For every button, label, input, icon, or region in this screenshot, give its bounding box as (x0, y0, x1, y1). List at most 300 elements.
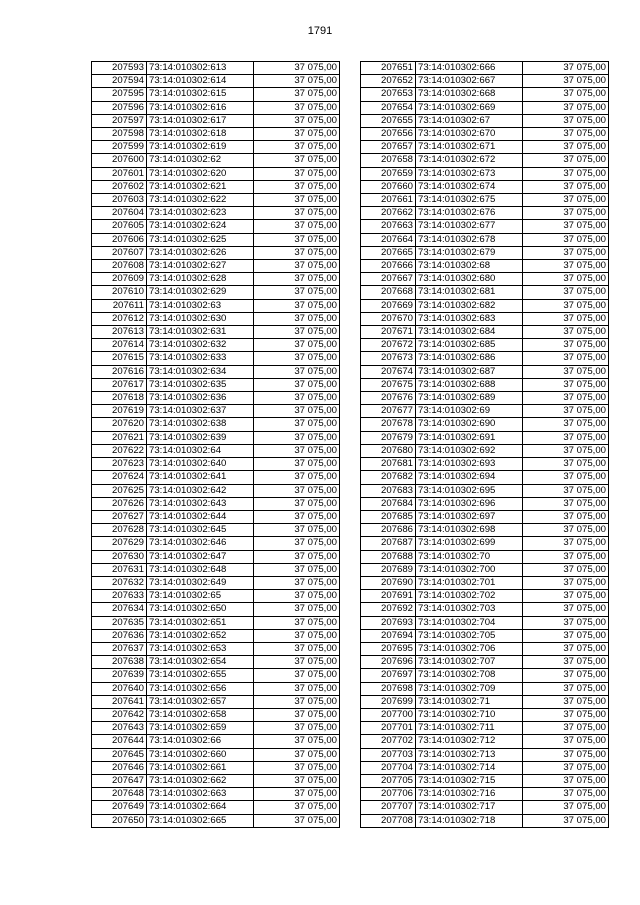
table-row (92, 365, 340, 378)
table-row (361, 260, 609, 273)
cadastral-number-cell: 73:14:010302:715 (416, 774, 523, 787)
table-row (92, 576, 340, 589)
amount-cell: 37 075,00 (254, 682, 340, 695)
amount-cell: 37 075,00 (254, 484, 340, 497)
row-number-cell: 207634 (92, 603, 147, 616)
cadastral-number-cell: 73:14:010302:667 (416, 75, 523, 88)
amount-cell: 37 075,00 (523, 154, 609, 167)
amount-cell: 37 075,00 (254, 774, 340, 787)
table-row (361, 220, 609, 233)
amount-cell: 37 075,00 (254, 273, 340, 286)
row-number-cell: 207676 (361, 392, 416, 405)
amount-cell: 37 075,00 (523, 365, 609, 378)
row-number-cell: 207596 (92, 101, 147, 114)
cadastral-number-cell: 73:14:010302:691 (416, 431, 523, 444)
row-number-cell: 207655 (361, 114, 416, 127)
cadastral-number-cell: 73:14:010302:646 (147, 537, 254, 550)
row-number-cell: 207621 (92, 431, 147, 444)
row-number-cell: 207622 (92, 444, 147, 457)
row-number-cell: 207668 (361, 286, 416, 299)
row-number-cell: 207635 (92, 616, 147, 629)
amount-cell: 37 075,00 (254, 444, 340, 457)
amount-cell: 37 075,00 (254, 62, 340, 75)
row-number-cell: 207701 (361, 722, 416, 735)
table-row (361, 735, 609, 748)
cadastral-number-cell: 73:14:010302:712 (416, 735, 523, 748)
table-row (361, 339, 609, 352)
row-number-cell: 207650 (92, 814, 147, 827)
amount-cell: 37 075,00 (523, 537, 609, 550)
table-row (361, 510, 609, 523)
amount-cell: 37 075,00 (523, 299, 609, 312)
amount-cell: 37 075,00 (254, 603, 340, 616)
amount-cell: 37 075,00 (254, 761, 340, 774)
cadastral-number-cell: 73:14:010302:672 (416, 154, 523, 167)
table-row (361, 180, 609, 193)
cadastral-number-cell: 73:14:010302:618 (147, 128, 254, 141)
cadastral-number-cell: 73:14:010302:675 (416, 194, 523, 207)
amount-cell: 37 075,00 (523, 484, 609, 497)
cadastral-number-cell: 73:14:010302:625 (147, 233, 254, 246)
table-row (92, 629, 340, 642)
row-number-cell: 207627 (92, 510, 147, 523)
row-number-cell: 207646 (92, 761, 147, 774)
amount-cell: 37 075,00 (254, 642, 340, 655)
row-number-cell: 207623 (92, 458, 147, 471)
row-number-cell: 207603 (92, 194, 147, 207)
amount-cell: 37 075,00 (254, 563, 340, 576)
row-number-cell: 207665 (361, 246, 416, 259)
row-number-cell: 207700 (361, 708, 416, 721)
amount-cell: 37 075,00 (523, 722, 609, 735)
cadastral-number-cell: 73:14:010302:634 (147, 365, 254, 378)
amount-cell: 37 075,00 (254, 458, 340, 471)
cadastral-number-cell: 73:14:010302:678 (416, 233, 523, 246)
cadastral-number-cell: 73:14:010302:704 (416, 616, 523, 629)
row-number-cell: 207648 (92, 788, 147, 801)
cadastral-number-cell: 73:14:010302:698 (416, 524, 523, 537)
row-number-cell: 207593 (92, 62, 147, 75)
row-number-cell: 207637 (92, 642, 147, 655)
cadastral-number-cell: 73:14:010302:637 (147, 405, 254, 418)
amount-cell: 37 075,00 (523, 141, 609, 154)
table-row (92, 101, 340, 114)
amount-cell: 37 075,00 (523, 207, 609, 220)
amount-cell: 37 075,00 (523, 167, 609, 180)
cadastral-number-cell: 73:14:010302:668 (416, 88, 523, 101)
row-number-cell: 207667 (361, 273, 416, 286)
row-number-cell: 207628 (92, 524, 147, 537)
row-number-cell: 207666 (361, 260, 416, 273)
row-number-cell: 207685 (361, 510, 416, 523)
amount-cell: 37 075,00 (523, 669, 609, 682)
cadastral-number-cell: 73:14:010302:669 (416, 101, 523, 114)
amount-cell: 37 075,00 (523, 88, 609, 101)
cadastral-number-cell: 73:14:010302:671 (416, 141, 523, 154)
table-row (92, 62, 340, 75)
row-number-cell: 207677 (361, 405, 416, 418)
row-number-cell: 207607 (92, 246, 147, 259)
cadastral-number-cell: 73:14:010302:686 (416, 352, 523, 365)
cadastral-number-cell: 73:14:010302:648 (147, 563, 254, 576)
amount-cell: 37 075,00 (254, 128, 340, 141)
table-row (92, 682, 340, 695)
table-row (361, 774, 609, 787)
row-number-cell: 207610 (92, 286, 147, 299)
amount-cell: 37 075,00 (523, 246, 609, 259)
row-number-cell: 207672 (361, 339, 416, 352)
amount-cell: 37 075,00 (523, 339, 609, 352)
cadastral-number-cell: 73:14:010302:699 (416, 537, 523, 550)
row-number-cell: 207595 (92, 88, 147, 101)
table-row (361, 418, 609, 431)
amount-cell: 37 075,00 (523, 563, 609, 576)
cadastral-number-cell: 73:14:010302:651 (147, 616, 254, 629)
table-row (92, 233, 340, 246)
amount-cell: 37 075,00 (523, 220, 609, 233)
cadastral-number-cell: 73:14:010302:645 (147, 524, 254, 537)
amount-cell: 37 075,00 (254, 286, 340, 299)
table-row (92, 510, 340, 523)
row-number-cell: 207688 (361, 550, 416, 563)
amount-cell: 37 075,00 (523, 708, 609, 721)
table-row (361, 814, 609, 827)
cadastral-number-cell: 73:14:010302:644 (147, 510, 254, 523)
cadastral-number-cell: 73:14:010302:656 (147, 682, 254, 695)
cadastral-number-cell: 73:14:010302:626 (147, 246, 254, 259)
table-row (92, 154, 340, 167)
cadastral-number-cell: 73:14:010302:623 (147, 207, 254, 220)
row-number-cell: 207618 (92, 392, 147, 405)
row-number-cell: 207680 (361, 444, 416, 457)
cadastral-number-cell: 73:14:010302:703 (416, 603, 523, 616)
table-row (361, 629, 609, 642)
amount-cell: 37 075,00 (254, 378, 340, 391)
cadastral-number-cell: 73:14:010302:673 (416, 167, 523, 180)
table-row (92, 128, 340, 141)
table-row (361, 642, 609, 655)
amount-cell: 37 075,00 (254, 312, 340, 325)
row-number-cell: 207661 (361, 194, 416, 207)
table-row (361, 748, 609, 761)
table-row (361, 352, 609, 365)
cadastral-number-cell: 73:14:010302:711 (416, 722, 523, 735)
table-row (92, 444, 340, 457)
amount-cell: 37 075,00 (523, 233, 609, 246)
amount-cell: 37 075,00 (523, 761, 609, 774)
cadastral-number-cell: 73:14:010302:701 (416, 576, 523, 589)
cadastral-number-cell: 73:14:010302:647 (147, 550, 254, 563)
table-row (361, 484, 609, 497)
row-number-cell: 207698 (361, 682, 416, 695)
table-row (361, 471, 609, 484)
row-number-cell: 207699 (361, 695, 416, 708)
cadastral-number-cell: 73:14:010302:684 (416, 326, 523, 339)
table-row (361, 695, 609, 708)
row-number-cell: 207636 (92, 629, 147, 642)
row-number-cell: 207679 (361, 431, 416, 444)
row-number-cell: 207602 (92, 180, 147, 193)
table-row (92, 431, 340, 444)
cadastral-number-cell: 73:14:010302:689 (416, 392, 523, 405)
cadastral-number-cell: 73:14:010302:710 (416, 708, 523, 721)
cadastral-number-cell: 73:14:010302:650 (147, 603, 254, 616)
row-number-cell: 207696 (361, 656, 416, 669)
amount-cell: 37 075,00 (523, 378, 609, 391)
cadastral-number-cell: 73:14:010302:716 (416, 788, 523, 801)
amount-cell: 37 075,00 (523, 114, 609, 127)
cadastral-number-cell: 73:14:010302:662 (147, 774, 254, 787)
amount-cell: 37 075,00 (523, 735, 609, 748)
table-row (361, 62, 609, 75)
cadastral-number-cell: 73:14:010302:709 (416, 682, 523, 695)
row-number-cell: 207657 (361, 141, 416, 154)
amount-cell: 37 075,00 (523, 814, 609, 827)
table-row (92, 497, 340, 510)
table-row (361, 88, 609, 101)
table-row (361, 537, 609, 550)
amount-cell: 37 075,00 (254, 299, 340, 312)
amount-cell: 37 075,00 (523, 75, 609, 88)
cadastral-number-cell: 73:14:010302:631 (147, 326, 254, 339)
cadastral-number-cell: 73:14:010302:683 (416, 312, 523, 325)
amount-cell: 37 075,00 (254, 656, 340, 669)
row-number-cell: 207600 (92, 154, 147, 167)
cadastral-number-cell: 73:14:010302:70 (416, 550, 523, 563)
cadastral-number-cell: 73:14:010302:657 (147, 695, 254, 708)
register-table-left (91, 61, 340, 828)
row-number-cell: 207611 (92, 299, 147, 312)
table-row (92, 524, 340, 537)
cadastral-number-cell: 73:14:010302:705 (416, 629, 523, 642)
amount-cell: 37 075,00 (254, 801, 340, 814)
amount-cell: 37 075,00 (523, 62, 609, 75)
amount-cell: 37 075,00 (254, 392, 340, 405)
row-number-cell: 207640 (92, 682, 147, 695)
row-number-cell: 207664 (361, 233, 416, 246)
table-row (361, 576, 609, 589)
row-number-cell: 207599 (92, 141, 147, 154)
table-row (92, 814, 340, 827)
table-row (361, 458, 609, 471)
table-row (92, 339, 340, 352)
amount-cell: 37 075,00 (254, 180, 340, 193)
row-number-cell: 207704 (361, 761, 416, 774)
row-number-cell: 207654 (361, 101, 416, 114)
table-row (92, 695, 340, 708)
cadastral-number-cell: 73:14:010302:666 (416, 62, 523, 75)
table-row (92, 458, 340, 471)
cadastral-number-cell: 73:14:010302:677 (416, 220, 523, 233)
row-number-cell: 207619 (92, 405, 147, 418)
row-number-cell: 207647 (92, 774, 147, 787)
row-number-cell: 207651 (361, 62, 416, 75)
row-number-cell: 207615 (92, 352, 147, 365)
row-number-cell: 207605 (92, 220, 147, 233)
cadastral-number-cell: 73:14:010302:681 (416, 286, 523, 299)
table-row (361, 656, 609, 669)
table-row (92, 616, 340, 629)
row-number-cell: 207662 (361, 207, 416, 220)
table-row (361, 194, 609, 207)
cadastral-number-cell: 73:14:010302:628 (147, 273, 254, 286)
cadastral-number-cell: 73:14:010302:65 (147, 590, 254, 603)
table-row (92, 405, 340, 418)
row-number-cell: 207601 (92, 167, 147, 180)
table-row (361, 75, 609, 88)
table-row (361, 801, 609, 814)
cadastral-number-cell: 73:14:010302:687 (416, 365, 523, 378)
amount-cell: 37 075,00 (254, 748, 340, 761)
cadastral-number-cell: 73:14:010302:718 (416, 814, 523, 827)
row-number-cell: 207663 (361, 220, 416, 233)
cadastral-number-cell: 73:14:010302:707 (416, 656, 523, 669)
table-row (361, 128, 609, 141)
row-number-cell: 207694 (361, 629, 416, 642)
amount-cell: 37 075,00 (254, 576, 340, 589)
register-table-right (360, 61, 609, 828)
cadastral-number-cell: 73:14:010302:627 (147, 260, 254, 273)
table-row (92, 735, 340, 748)
row-number-cell: 207669 (361, 299, 416, 312)
amount-cell: 37 075,00 (523, 392, 609, 405)
table-row (92, 312, 340, 325)
cadastral-number-cell: 73:14:010302:680 (416, 273, 523, 286)
cadastral-number-cell: 73:14:010302:613 (147, 62, 254, 75)
row-number-cell: 207684 (361, 497, 416, 510)
table-row (92, 286, 340, 299)
table-row (92, 141, 340, 154)
table-row (361, 682, 609, 695)
row-number-cell: 207681 (361, 458, 416, 471)
amount-cell: 37 075,00 (523, 431, 609, 444)
amount-cell: 37 075,00 (254, 418, 340, 431)
amount-cell: 37 075,00 (254, 352, 340, 365)
row-number-cell: 207674 (361, 365, 416, 378)
table-row (92, 273, 340, 286)
cadastral-number-cell: 73:14:010302:679 (416, 246, 523, 259)
cadastral-number-cell: 73:14:010302:652 (147, 629, 254, 642)
table-row (361, 669, 609, 682)
cadastral-number-cell: 73:14:010302:642 (147, 484, 254, 497)
table-row (92, 590, 340, 603)
cadastral-number-cell: 73:14:010302:62 (147, 154, 254, 167)
amount-cell: 37 075,00 (523, 194, 609, 207)
cadastral-number-cell: 73:14:010302:695 (416, 484, 523, 497)
table-row (92, 167, 340, 180)
cadastral-number-cell: 73:14:010302:697 (416, 510, 523, 523)
table-row (361, 550, 609, 563)
amount-cell: 37 075,00 (523, 774, 609, 787)
cadastral-number-cell: 73:14:010302:690 (416, 418, 523, 431)
cadastral-number-cell: 73:14:010302:676 (416, 207, 523, 220)
cadastral-number-cell: 73:14:010302:653 (147, 642, 254, 655)
amount-cell: 37 075,00 (523, 550, 609, 563)
amount-cell: 37 075,00 (254, 629, 340, 642)
cadastral-number-cell: 73:14:010302:682 (416, 299, 523, 312)
cadastral-number-cell: 73:14:010302:674 (416, 180, 523, 193)
table-row (361, 722, 609, 735)
row-number-cell: 207652 (361, 75, 416, 88)
amount-cell: 37 075,00 (254, 616, 340, 629)
table-row (361, 299, 609, 312)
row-number-cell: 207613 (92, 326, 147, 339)
table-row (92, 220, 340, 233)
row-number-cell: 207692 (361, 603, 416, 616)
table-row (361, 207, 609, 220)
amount-cell: 37 075,00 (523, 458, 609, 471)
table-row (92, 563, 340, 576)
cadastral-number-cell: 73:14:010302:66 (147, 735, 254, 748)
row-number-cell: 207644 (92, 735, 147, 748)
amount-cell: 37 075,00 (254, 471, 340, 484)
row-number-cell: 207643 (92, 722, 147, 735)
amount-cell: 37 075,00 (254, 537, 340, 550)
row-number-cell: 207697 (361, 669, 416, 682)
table-row (361, 114, 609, 127)
cadastral-number-cell: 73:14:010302:696 (416, 497, 523, 510)
row-number-cell: 207705 (361, 774, 416, 787)
cadastral-number-cell: 73:14:010302:638 (147, 418, 254, 431)
amount-cell: 37 075,00 (523, 286, 609, 299)
cadastral-number-cell: 73:14:010302:620 (147, 167, 254, 180)
amount-cell: 37 075,00 (254, 550, 340, 563)
cadastral-number-cell: 73:14:010302:693 (416, 458, 523, 471)
row-number-cell: 207686 (361, 524, 416, 537)
table-row (361, 167, 609, 180)
table-row (92, 378, 340, 391)
row-number-cell: 207631 (92, 563, 147, 576)
cadastral-number-cell: 73:14:010302:636 (147, 392, 254, 405)
table-row (361, 788, 609, 801)
amount-cell: 37 075,00 (523, 576, 609, 589)
table-row (361, 273, 609, 286)
amount-cell: 37 075,00 (523, 629, 609, 642)
table-row (361, 603, 609, 616)
amount-cell: 37 075,00 (523, 312, 609, 325)
amount-cell: 37 075,00 (254, 233, 340, 246)
row-number-cell: 207706 (361, 788, 416, 801)
amount-cell: 37 075,00 (523, 682, 609, 695)
row-number-cell: 207617 (92, 378, 147, 391)
row-number-cell: 207675 (361, 378, 416, 391)
row-number-cell: 207626 (92, 497, 147, 510)
cadastral-number-cell: 73:14:010302:694 (416, 471, 523, 484)
amount-cell: 37 075,00 (254, 365, 340, 378)
row-number-cell: 207682 (361, 471, 416, 484)
cadastral-number-cell: 73:14:010302:629 (147, 286, 254, 299)
amount-cell: 37 075,00 (523, 524, 609, 537)
cadastral-number-cell: 73:14:010302:614 (147, 75, 254, 88)
amount-cell: 37 075,00 (254, 167, 340, 180)
table-row (92, 722, 340, 735)
amount-cell: 37 075,00 (254, 405, 340, 418)
cadastral-number-cell: 73:14:010302:664 (147, 801, 254, 814)
cadastral-number-cell: 73:14:010302:630 (147, 312, 254, 325)
row-number-cell: 207606 (92, 233, 147, 246)
table-row (361, 141, 609, 154)
row-number-cell: 207649 (92, 801, 147, 814)
cadastral-number-cell: 73:14:010302:639 (147, 431, 254, 444)
table-row (92, 471, 340, 484)
row-number-cell: 207632 (92, 576, 147, 589)
cadastral-number-cell: 73:14:010302:633 (147, 352, 254, 365)
cadastral-number-cell: 73:14:010302:622 (147, 194, 254, 207)
table-row (92, 669, 340, 682)
cadastral-number-cell: 73:14:010302:685 (416, 339, 523, 352)
cadastral-number-cell: 73:14:010302:655 (147, 669, 254, 682)
amount-cell: 37 075,00 (254, 326, 340, 339)
